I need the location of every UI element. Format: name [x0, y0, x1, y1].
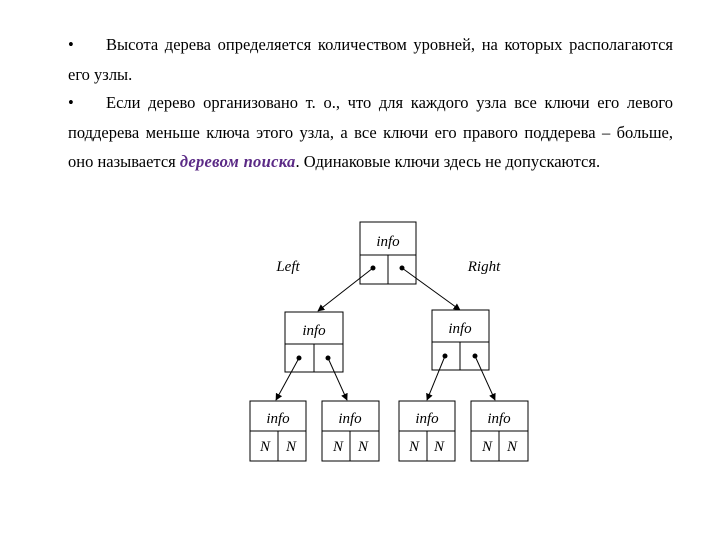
arrow-left — [318, 268, 373, 311]
right-child-node — [432, 310, 489, 370]
null-label: N — [433, 439, 445, 455]
leaf-node-2 — [322, 401, 379, 461]
leaf-node-4 — [471, 401, 528, 461]
bullet: • — [68, 93, 74, 112]
arrow-leaf-4 — [475, 356, 495, 400]
null-label: N — [506, 439, 518, 455]
right-label: Right — [467, 259, 501, 275]
term-search-tree: деревом поиска — [179, 152, 296, 171]
arrow-leaf-1 — [276, 358, 299, 400]
null-label: N — [408, 439, 420, 455]
paragraph-text-after: . Одинаковые ключи здесь не допускаются. — [295, 152, 601, 171]
null-label: N — [357, 439, 369, 455]
paragraph-text: Высота дерева определяется количеством уровней, на которых располагаются его узлы. — [68, 35, 673, 84]
node-info-label: info — [376, 234, 400, 250]
paragraph-text-before: Если дерево организовано т. о., что для каждого узла все ключи его левого поддерева меньше ключа этого узла, а все ключи его правого поддерева – больше, оно называется — [68, 93, 673, 171]
left-child-node — [285, 312, 343, 372]
root-node — [360, 222, 416, 284]
bullet: • — [68, 35, 74, 54]
arrow-leaf-2 — [328, 358, 347, 400]
null-label: N — [285, 439, 297, 455]
node-info-label: info — [266, 411, 290, 427]
null-label: N — [332, 439, 344, 455]
arrow-leaf-3 — [427, 356, 445, 400]
left-label: Left — [276, 259, 300, 275]
node-info-label: info — [448, 321, 472, 337]
node-info-label: info — [338, 411, 362, 427]
node-info-label: info — [302, 323, 326, 339]
leaf-node-1 — [250, 401, 306, 461]
node-info-label: info — [487, 411, 511, 427]
leaf-node-3 — [399, 401, 455, 461]
node-info-label: info — [415, 411, 439, 427]
arrow-right — [402, 268, 460, 310]
null-label: N — [259, 439, 271, 455]
null-label: N — [481, 439, 493, 455]
